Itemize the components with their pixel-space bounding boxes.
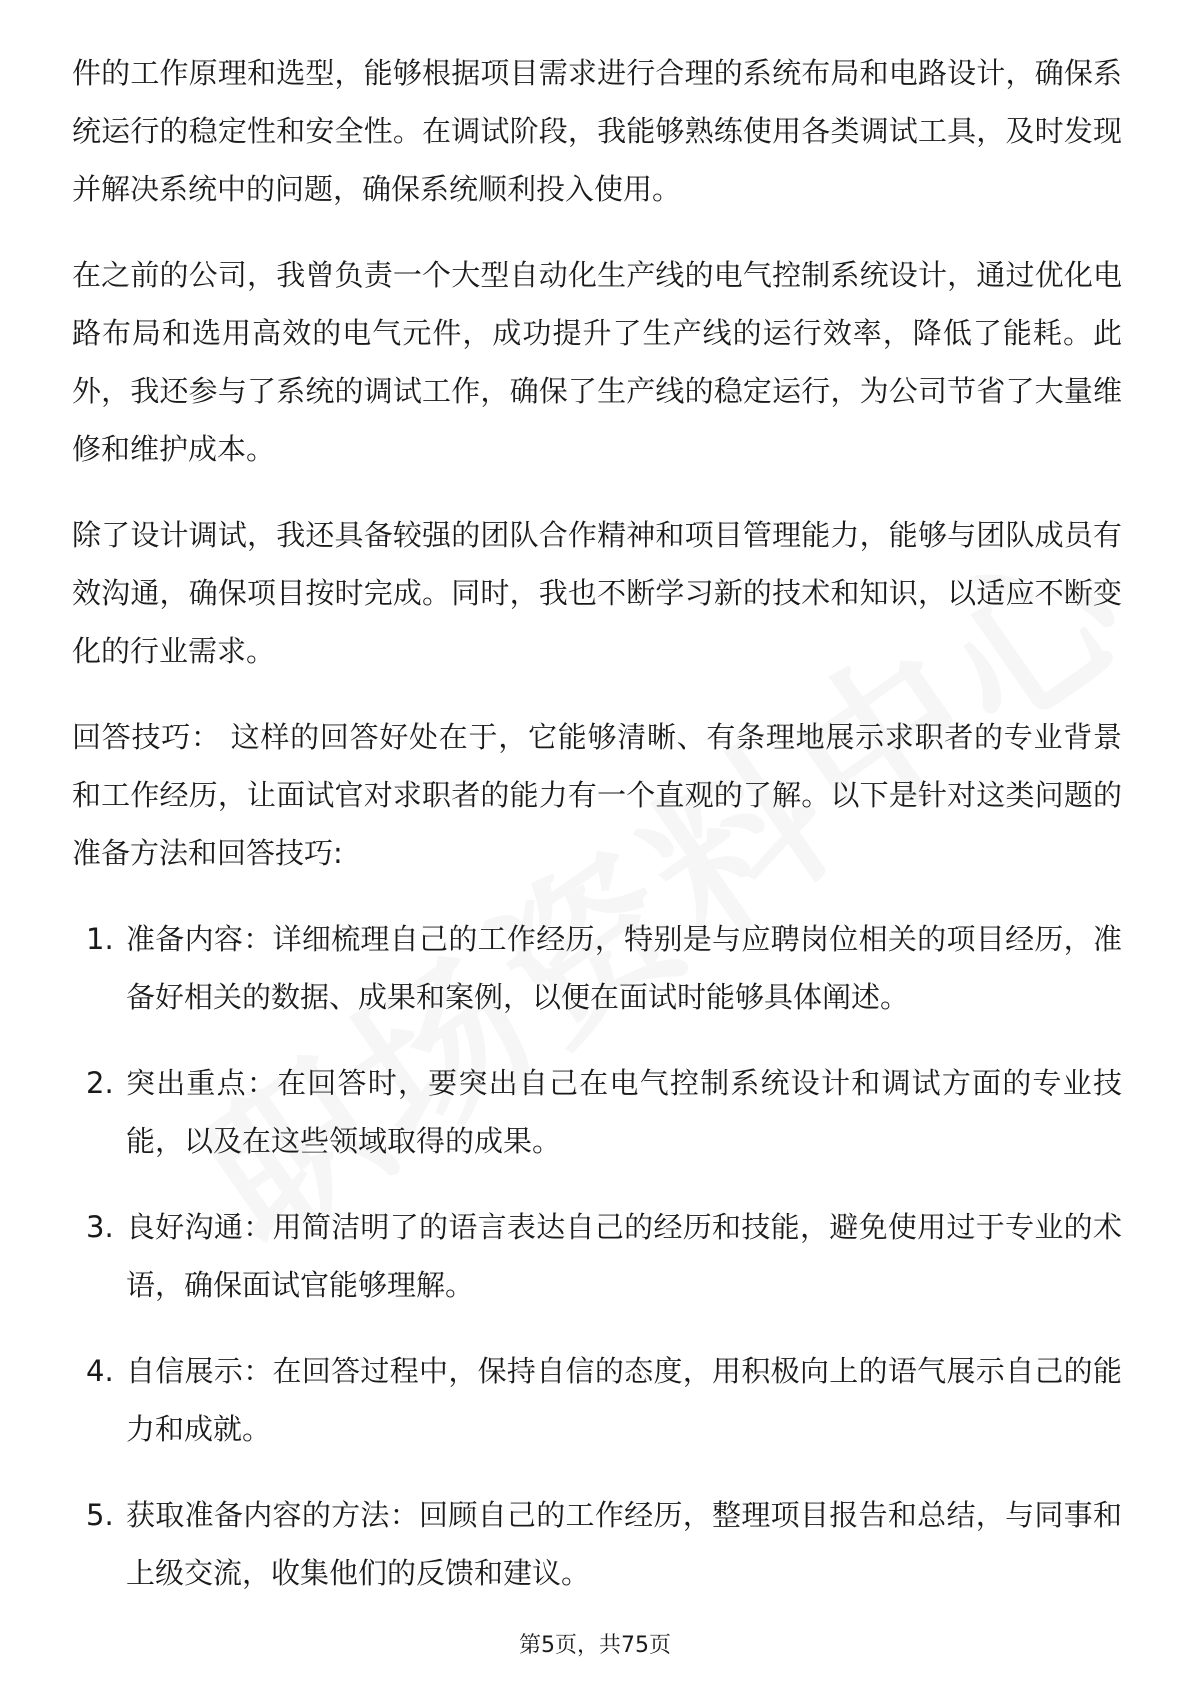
list-item-text: 准备内容：详细梳理自己的工作经历，特别是与应聘岗位相关的项目经历，准备好相关的数据、成果和案例，以便在面试时能够具体阐述。 <box>126 922 1122 1014</box>
list-item-number: 3. <box>86 1210 114 1244</box>
page-number: 第5页，共75页 <box>519 1633 671 1658</box>
document-body <box>72 44 1122 1630</box>
paragraph-answer-tips: 回答技巧： 这样的回答好处在于，它能够清晰、有条理地展示求职者的专业背景和工作经历，让面试官对求职者的能力有一个直观的了解。以下是针对这类问题的准备方法和回答技巧: <box>72 720 1122 870</box>
paragraph-1: 件的工作原理和选型，能够根据项目需求进行合理的系统布局和电路设计，确保系统运行的稳定性和安全性。在调试阶段，我能够熟练使用各类调试工具，及时发现并解决系统中的问题，确保系统顺利投入使用。 <box>72 56 1122 206</box>
tips-list <box>72 910 1122 1602</box>
list-item <box>72 1054 1122 1170</box>
list-item-text: 突出重点：在回答时，要突出自己在电气控制系统设计和调试方面的专业技能，以及在这些领域取得的成果。 <box>126 1066 1122 1158</box>
list-item-number: 5. <box>86 1498 114 1532</box>
list-item-text: 良好沟通：用简洁明了的语言表达自己的经历和技能，避免使用过于专业的术语，确保面试官能够理解。 <box>126 1210 1122 1302</box>
list-item <box>72 910 1122 1026</box>
list-item-text: 获取准备内容的方法：回顾自己的工作经历，整理项目报告和总结，与同事和上级交流，收集他们的反馈和建议。 <box>126 1498 1122 1590</box>
list-item-number: 2. <box>86 1066 114 1100</box>
list-item-text: 自信展示：在回答过程中，保持自信的态度，用积极向上的语气展示自己的能力和成就。 <box>126 1354 1122 1446</box>
paragraph-2: 在之前的公司，我曾负责一个大型自动化生产线的电气控制系统设计，通过优化电路布局和选用高效的电气元件，成功提升了生产线的运行效率，降低了能耗。此外，我还参与了系统的调试工作，确保了生产线的稳定运行，为公司节省了大量维修和维护成本。 <box>72 258 1122 466</box>
list-item <box>72 1342 1122 1458</box>
list-item <box>72 1486 1122 1602</box>
paragraph-3: 除了设计调试，我还具备较强的团队合作精神和项目管理能力，能够与团队成员有效沟通，确保项目按时完成。同时，我也不断学习新的技术和知识，以适应不断变化的行业需求。 <box>72 518 1122 668</box>
list-item-number: 4. <box>86 1354 114 1388</box>
list-item-number: 1. <box>86 922 114 956</box>
list-item <box>72 1198 1122 1314</box>
